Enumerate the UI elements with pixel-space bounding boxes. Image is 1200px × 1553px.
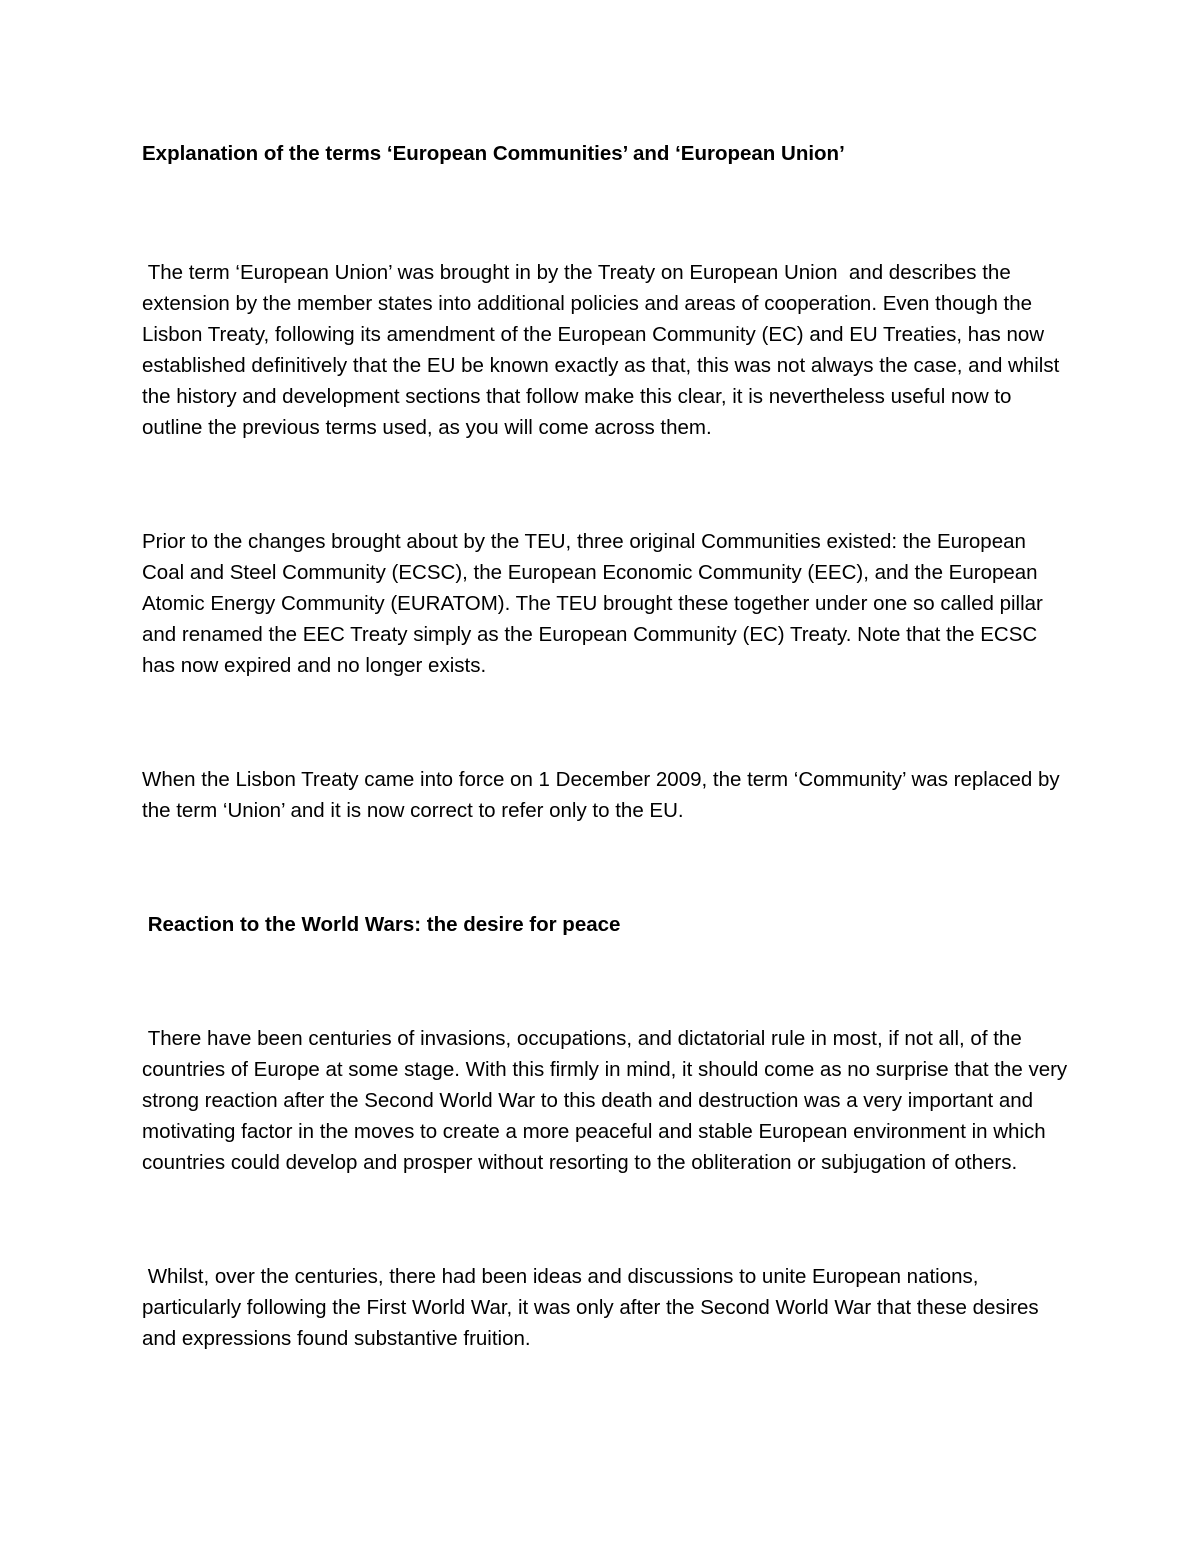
document-body [142,138,1072,1354]
paragraph-centuries-of-invasions: There have been centuries of invasions, occupations, and dictatorial rule in most, if not all, of the countries of Europe at some stage. With this firmly in mind, it should come as no surprise that the very strong reaction after the Second World War to this death and destruction was a very important and motivating factor in the moves to create a more peaceful and stable European environment in which countries could develop and prosper without resorting to the obliteration or subjugation of others. [142,1027,1073,1174]
section-heading-world-wars: Reaction to the World Wars: the desire for peace [142,913,621,936]
paragraph-lisbon-treaty: When the Lisbon Treaty came into force on 1 December 2009, the term ‘Community’ was replaced by the term ‘Union’ and it is now correct to refer only to the EU. [142,768,1066,822]
paragraph-original-communities: Prior to the changes brought about by the TEU, three original Communities existed: the European Coal and Steel Community (ECSC), the European Economic Community (EEC), and the European Atomic Energy Community (EURATOM). The TEU brought these together under one so called pillar and renamed the EEC Treaty simply as the European Community (EC) Treaty. Note that the ECSC has now expired and no longer exists. [142,530,1049,677]
section-heading-terms: Explanation of the terms ‘European Communities’ and ‘European Union’ [142,142,845,165]
paragraph-unite-european-nations: Whilst, over the centuries, there had been ideas and discussions to unite European nations, particularly following the First World War, it was only after the Second World War that these desires and expressions found substantive fruition. [142,1265,1045,1350]
paragraph-european-union-term: The term ‘European Union’ was brought in by the Treaty on European Union and describes the extension by the member states into additional policies and areas of cooperation. Even though the Lisbon Treaty, following its amendment of the European Community (EC) and EU Treaties, has now established definitively that the EU be known exactly as that, this was not always the case, and whilst the history and development sections that follow make this clear, it is nevertheless useful now to outline the previous terms used, as you will come across them. [142,261,1065,439]
